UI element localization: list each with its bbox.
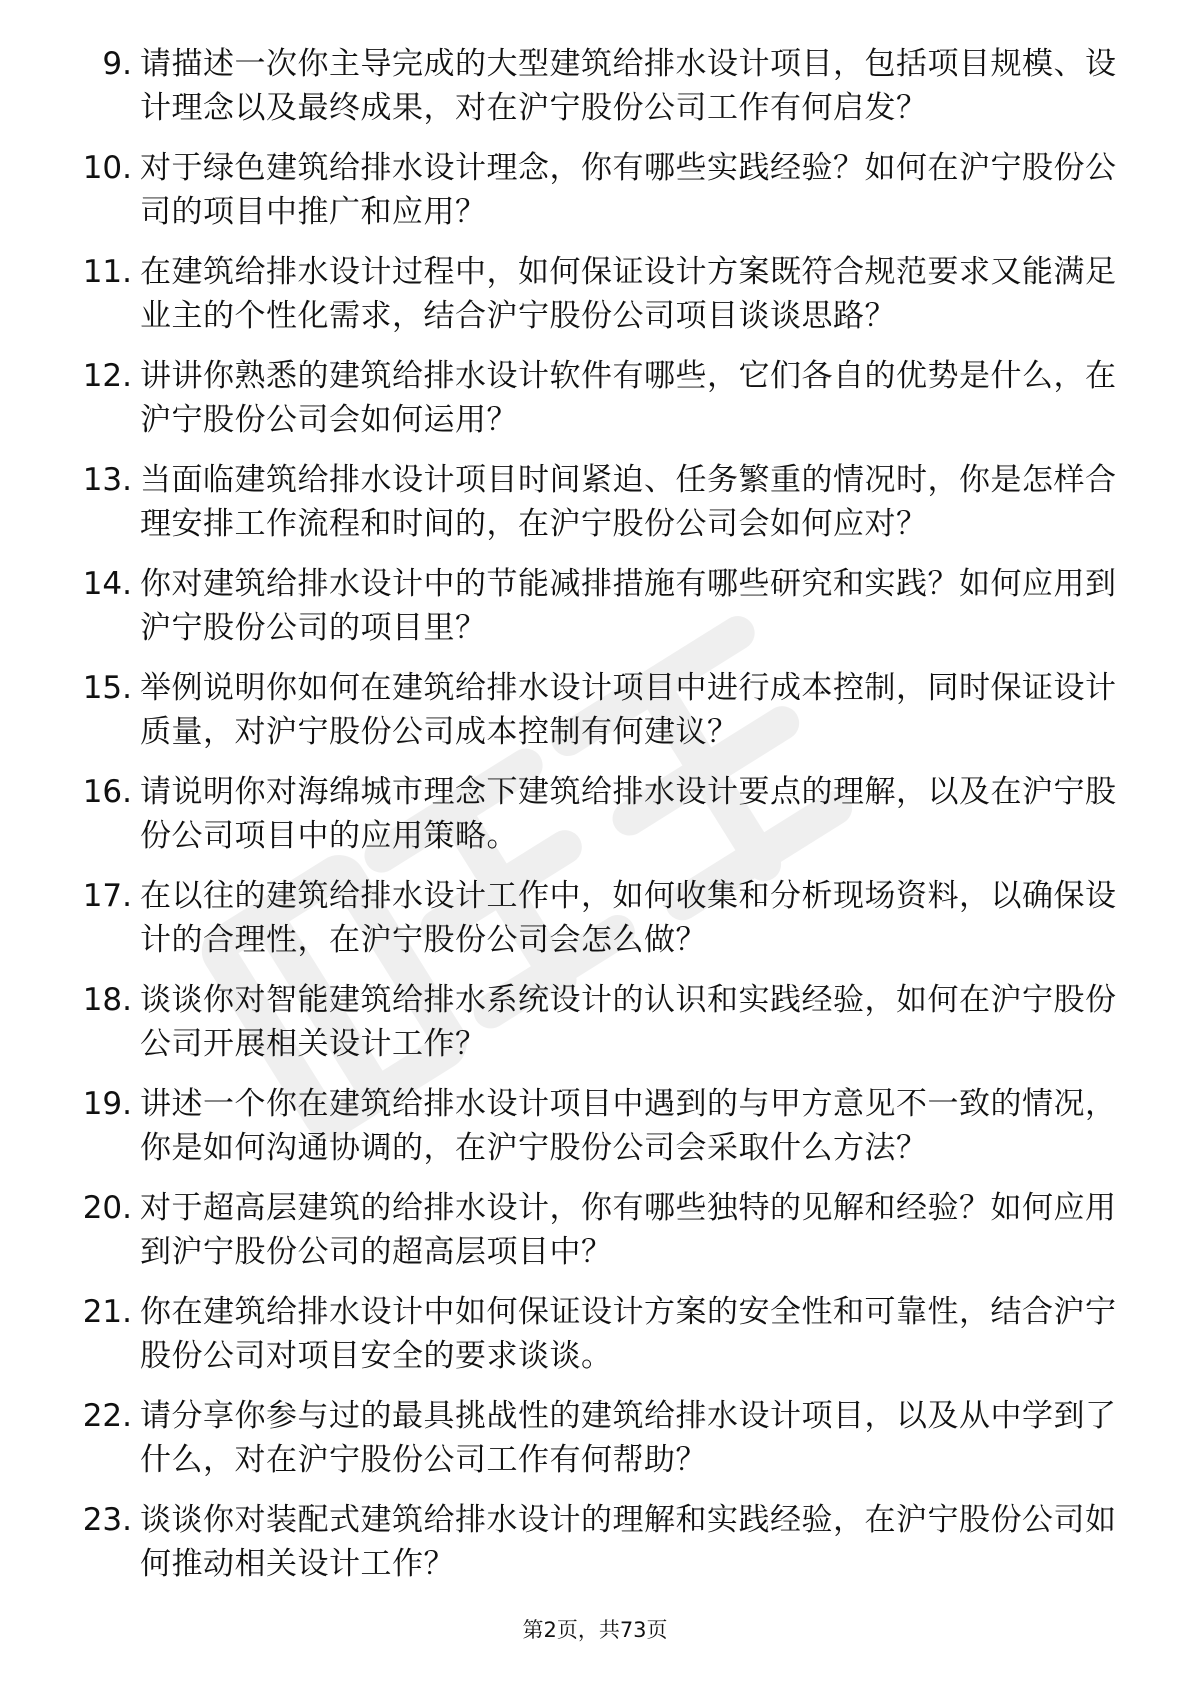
page-footer [0, 1616, 1190, 1644]
question-item [0, 1394, 1190, 1498]
question-text: 你在建筑给排水设计中如何保证设计方案的安全性和可靠性，结合沪宁股份公司对项目安全的要求谈谈。 [140, 1294, 1117, 1374]
question-number: 13. [82, 462, 132, 498]
question-number: 15. [82, 670, 132, 706]
question-text: 在建筑给排水设计过程中，如何保证设计方案既符合规范要求又能满足业主的个性化需求，结合沪宁股份公司项目谈谈思路？ [140, 254, 1117, 334]
question-item [0, 1290, 1190, 1394]
question-text: 对于绿色建筑给排水设计理念，你有哪些实践经验？如何在沪宁股份公司的项目中推广和应用？ [140, 150, 1117, 230]
question-number: 12. [82, 358, 132, 394]
question-number: 11. [82, 254, 132, 290]
question-list [0, 42, 1190, 1602]
question-text: 请分享你参与过的最具挑战性的建筑给排水设计项目，以及从中学到了什么，对在沪宁股份公司工作有何帮助？ [140, 1398, 1117, 1478]
question-text: 请描述一次你主导完成的大型建筑给排水设计项目，包括项目规模、设计理念以及最终成果，对在沪宁股份公司工作有何启发？ [140, 46, 1117, 126]
question-item [0, 1082, 1190, 1186]
question-item [0, 1186, 1190, 1290]
question-item [0, 1498, 1190, 1602]
question-number: 23. [82, 1502, 132, 1538]
question-number: 22. [82, 1398, 132, 1434]
question-number: 20. [82, 1190, 132, 1226]
page-number-label: 第2页，共73页 [522, 1618, 668, 1642]
question-text: 谈谈你对装配式建筑给排水设计的理解和实践经验，在沪宁股份公司如何推动相关设计工作？ [140, 1502, 1117, 1582]
question-item [0, 354, 1190, 458]
question-item [0, 250, 1190, 354]
question-number: 14. [82, 566, 132, 602]
question-item [0, 770, 1190, 874]
question-number: 10. [82, 150, 132, 186]
question-text: 对于超高层建筑的给排水设计，你有哪些独特的见解和经验？如何应用到沪宁股份公司的超高层项目中？ [140, 1190, 1117, 1270]
question-number: 16. [82, 774, 132, 810]
question-text: 谈谈你对智能建筑给排水系统设计的认识和实践经验，如何在沪宁股份公司开展相关设计工作？ [140, 982, 1117, 1062]
question-item [0, 42, 1190, 146]
question-item [0, 978, 1190, 1082]
question-text: 当面临建筑给排水设计项目时间紧迫、任务繁重的情况时，你是怎样合理安排工作流程和时间的，在沪宁股份公司会如何应对？ [140, 462, 1117, 542]
question-text: 在以往的建筑给排水设计工作中，如何收集和分析现场资料，以确保设计的合理性，在沪宁股份公司会怎么做？ [140, 878, 1117, 958]
question-item [0, 562, 1190, 666]
question-number: 19. [82, 1086, 132, 1122]
question-text: 讲讲你熟悉的建筑给排水设计软件有哪些，它们各自的优势是什么，在沪宁股份公司会如何运用？ [140, 358, 1117, 438]
question-item [0, 666, 1190, 770]
question-item [0, 146, 1190, 250]
question-item [0, 458, 1190, 562]
question-text: 你对建筑给排水设计中的节能减排措施有哪些研究和实践？如何应用到沪宁股份公司的项目里？ [140, 566, 1117, 646]
question-number: 21. [82, 1294, 132, 1330]
question-text: 举例说明你如何在建筑给排水设计项目中进行成本控制，同时保证设计质量，对沪宁股份公司成本控制有何建议？ [140, 670, 1117, 750]
question-text: 讲述一个你在建筑给排水设计项目中遇到的与甲方意见不一致的情况，你是如何沟通协调的，在沪宁股份公司会采取什么方法？ [140, 1086, 1117, 1166]
question-number: 17. [82, 878, 132, 914]
question-item [0, 874, 1190, 978]
question-number: 9. [102, 46, 132, 82]
question-text: 请说明你对海绵城市理念下建筑给排水设计要点的理解，以及在沪宁股份公司项目中的应用策略。 [140, 774, 1117, 854]
question-number: 18. [82, 982, 132, 1018]
